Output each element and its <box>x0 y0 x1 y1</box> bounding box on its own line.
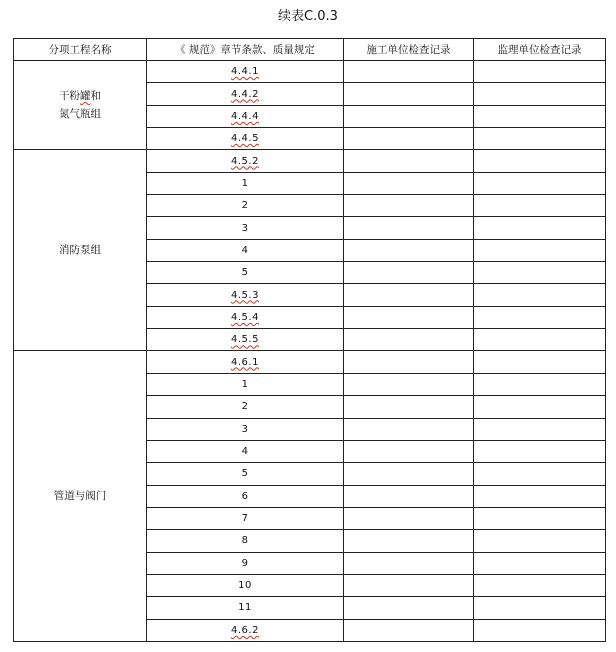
supervision-record-cell[interactable] <box>474 172 606 194</box>
clause-cell <box>147 105 344 127</box>
construction-record-cell[interactable] <box>344 396 474 418</box>
construction-record-cell[interactable] <box>344 463 474 485</box>
header-subproject-name: 分项工程名称 <box>14 39 147 61</box>
clause-number: 4.4.4 <box>231 110 259 122</box>
clause-number: 4.4.5 <box>231 133 259 145</box>
supervision-record-cell[interactable] <box>474 239 606 261</box>
supervision-record-cell[interactable] <box>474 150 606 172</box>
clause-number: 1 <box>241 177 249 189</box>
construction-record-cell[interactable] <box>344 552 474 574</box>
supervision-record-cell[interactable] <box>474 530 606 552</box>
construction-record-cell[interactable] <box>344 61 474 83</box>
supervision-record-cell[interactable] <box>474 552 606 574</box>
clause-cell <box>147 597 344 619</box>
construction-record-cell[interactable] <box>344 128 474 150</box>
clause-number: 4.4.1 <box>231 66 259 78</box>
supervision-record-cell[interactable] <box>474 128 606 150</box>
clause-number: 5 <box>241 267 249 279</box>
supervision-record-cell[interactable] <box>474 440 606 462</box>
clause-cell <box>147 373 344 395</box>
clause-number: 4.5.4 <box>231 311 259 323</box>
clause-number: 4 <box>241 244 249 256</box>
clause-number: 6 <box>241 490 249 502</box>
supervision-record-cell[interactable] <box>474 262 606 284</box>
clause-number: 7 <box>241 513 249 525</box>
supervision-record-cell[interactable] <box>474 217 606 239</box>
construction-record-cell[interactable] <box>344 440 474 462</box>
construction-record-cell[interactable] <box>344 530 474 552</box>
supervision-record-cell[interactable] <box>474 306 606 328</box>
clause-number: 4.5.2 <box>231 155 259 167</box>
supervision-record-cell[interactable] <box>474 195 606 217</box>
inspection-table <box>13 38 606 642</box>
spellcheck-mark: 罐 <box>80 90 91 103</box>
construction-record-cell[interactable] <box>344 351 474 373</box>
construction-record-cell[interactable] <box>344 485 474 507</box>
clause-cell <box>147 195 344 217</box>
clause-number: 4.6.2 <box>231 624 259 636</box>
construction-record-cell[interactable] <box>344 262 474 284</box>
clause-cell <box>147 418 344 440</box>
construction-record-cell[interactable] <box>344 217 474 239</box>
supervision-record-cell[interactable] <box>474 485 606 507</box>
construction-record-cell[interactable] <box>344 284 474 306</box>
table-row <box>14 150 606 172</box>
clause-cell <box>147 83 344 105</box>
clause-number: 4.6.1 <box>231 356 259 368</box>
clause-number: 3 <box>241 222 249 234</box>
supervision-record-cell[interactable] <box>474 373 606 395</box>
table-body <box>14 61 606 642</box>
construction-record-cell[interactable] <box>344 574 474 596</box>
clause-cell <box>147 552 344 574</box>
subproject-name-line: 氮气瓶组 <box>59 108 101 121</box>
clause-number: 11 <box>238 602 252 614</box>
clause-number: 3 <box>241 423 249 435</box>
supervision-record-cell[interactable] <box>474 574 606 596</box>
clause-cell <box>147 440 344 462</box>
construction-record-cell[interactable] <box>344 597 474 619</box>
subproject-name-line: 管道与阀门 <box>53 490 107 503</box>
construction-record-cell[interactable] <box>344 619 474 641</box>
subproject-name-line: 消防泵组 <box>59 244 101 257</box>
construction-record-cell[interactable] <box>344 507 474 529</box>
subproject-name-cell <box>14 351 147 641</box>
header-supervision-record: 监理单位检查记录 <box>474 39 606 61</box>
clause-cell <box>147 329 344 351</box>
clause-number: 2 <box>241 200 249 212</box>
header-clause: 《 规范》章节条款、质量规定 <box>147 39 344 61</box>
clause-cell <box>147 396 344 418</box>
table-row <box>14 351 606 373</box>
clause-cell <box>147 61 344 83</box>
clause-number: 8 <box>241 535 249 547</box>
subproject-name-cell <box>14 61 147 150</box>
supervision-record-cell[interactable] <box>474 597 606 619</box>
clause-cell <box>147 507 344 529</box>
subproject-name-cell <box>14 150 147 351</box>
supervision-record-cell[interactable] <box>474 463 606 485</box>
supervision-record-cell[interactable] <box>474 418 606 440</box>
clause-cell <box>147 306 344 328</box>
clause-number: 5 <box>241 468 249 480</box>
clause-cell <box>147 463 344 485</box>
supervision-record-cell[interactable] <box>474 329 606 351</box>
construction-record-cell[interactable] <box>344 105 474 127</box>
supervision-record-cell[interactable] <box>474 105 606 127</box>
clause-cell <box>147 284 344 306</box>
clause-number: 10 <box>238 580 252 592</box>
construction-record-cell[interactable] <box>344 329 474 351</box>
supervision-record-cell[interactable] <box>474 396 606 418</box>
clause-cell <box>147 150 344 172</box>
clause-cell <box>147 172 344 194</box>
clause-number: 9 <box>241 557 249 569</box>
clause-cell <box>147 217 344 239</box>
supervision-record-cell[interactable] <box>474 507 606 529</box>
clause-cell <box>147 262 344 284</box>
clause-number: 1 <box>241 378 249 390</box>
construction-record-cell[interactable] <box>344 83 474 105</box>
clause-cell <box>147 619 344 641</box>
construction-record-cell[interactable] <box>344 306 474 328</box>
supervision-record-cell[interactable] <box>474 619 606 641</box>
construction-record-cell[interactable] <box>344 150 474 172</box>
clause-number: 2 <box>241 401 249 413</box>
supervision-record-cell[interactable] <box>474 83 606 105</box>
clause-number: 4.4.2 <box>231 88 259 100</box>
header-construction-record: 施工单位检查记录 <box>344 39 474 61</box>
header-row <box>14 39 606 61</box>
clause-cell <box>147 485 344 507</box>
clause-number: 4.5.3 <box>231 289 259 301</box>
construction-record-cell[interactable] <box>344 418 474 440</box>
construction-record-cell[interactable] <box>344 172 474 194</box>
subproject-name-line: 干粉罐和 <box>59 90 101 103</box>
supervision-record-cell[interactable] <box>474 284 606 306</box>
table-row <box>14 61 606 83</box>
supervision-record-cell[interactable] <box>474 61 606 83</box>
construction-record-cell[interactable] <box>344 373 474 395</box>
clause-number: 4 <box>241 446 249 458</box>
construction-record-cell[interactable] <box>344 195 474 217</box>
clause-number: 4.5.5 <box>231 334 259 346</box>
supervision-record-cell[interactable] <box>474 351 606 373</box>
clause-cell <box>147 128 344 150</box>
clause-cell <box>147 574 344 596</box>
clause-cell <box>147 530 344 552</box>
clause-cell <box>147 351 344 373</box>
clause-cell <box>147 239 344 261</box>
table-title: 续表C.0.3 <box>278 9 338 24</box>
construction-record-cell[interactable] <box>344 239 474 261</box>
